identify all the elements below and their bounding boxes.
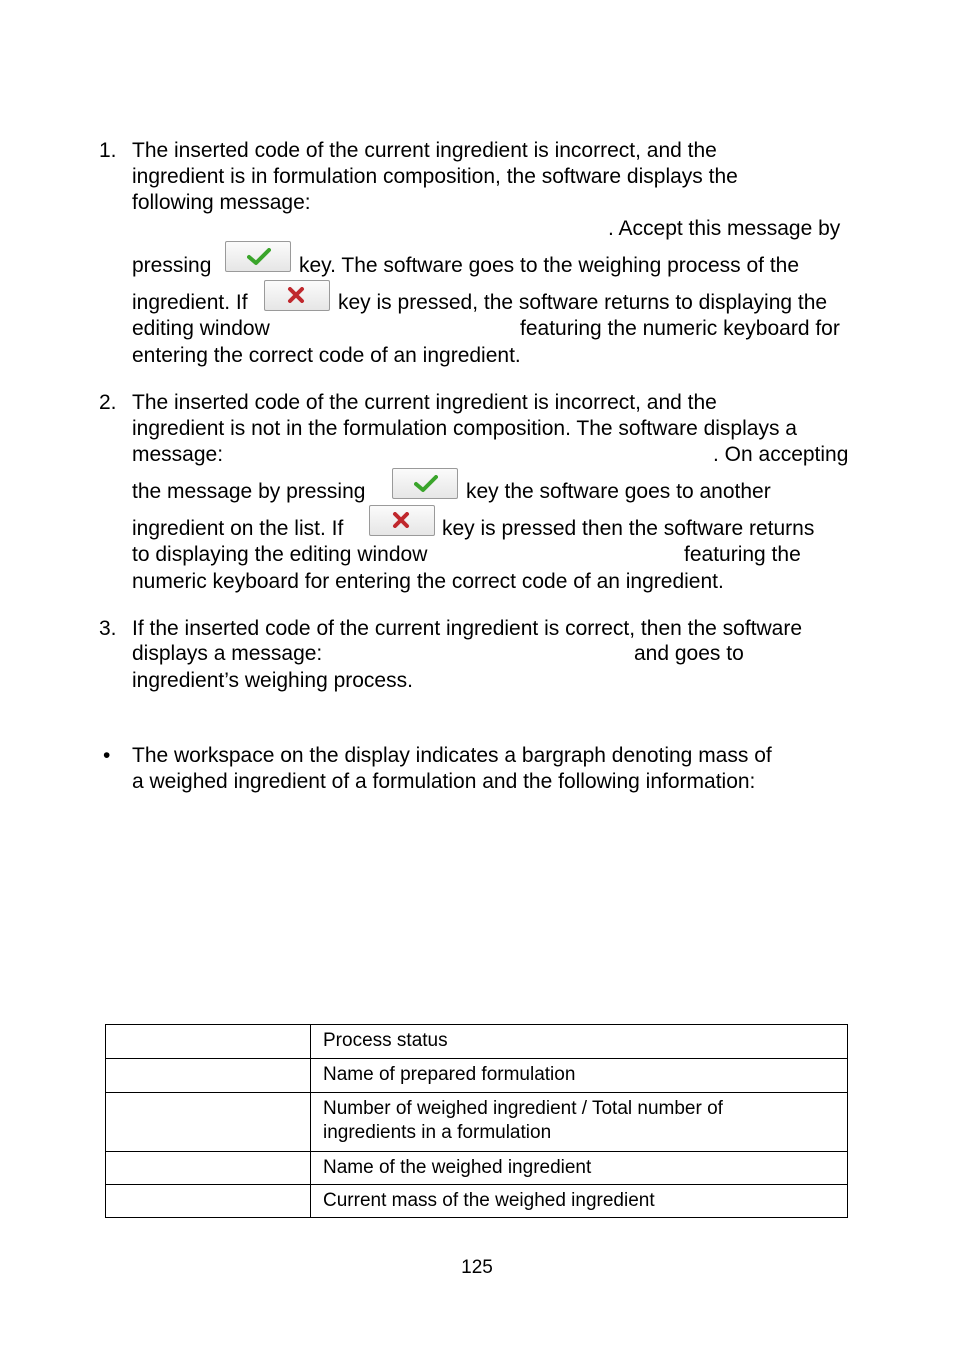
accept-key-button[interactable] [392, 468, 458, 499]
list-number-3: 3. [99, 617, 117, 640]
table-cell-label [106, 1093, 311, 1152]
table-row [106, 1025, 848, 1059]
item1-text-line: . Accept this message by [608, 217, 841, 240]
item1-text-line: pressing [132, 254, 212, 277]
item2-text-line: key the software goes to another [466, 480, 771, 503]
item2-text-line: featuring the [684, 543, 801, 566]
item2-text-line: the message by pressing [132, 480, 366, 503]
item1-text-line: following message: [132, 191, 311, 214]
item1-text-line: entering the correct code of an ingredient. [132, 344, 521, 367]
list-number-2: 2. [99, 391, 117, 414]
item3-text-line: displays a message: [132, 642, 323, 665]
page-number: 125 [461, 1257, 493, 1278]
item2-text-line: numeric keyboard for entering the correct code of an ingredient. [132, 570, 724, 593]
checkmark-icon [247, 248, 271, 266]
item1-text-line: key is pressed, the software returns to displaying the [338, 291, 828, 314]
table-cell-label [106, 1025, 311, 1059]
bullet-text-line: a weighed ingredient of a formulation and the following information: [132, 770, 756, 793]
table-row [106, 1059, 848, 1093]
item3-text-line: and goes to [634, 642, 744, 665]
table-row [106, 1152, 848, 1185]
item1-text-line: key. The software goes to the weighing process of the [299, 254, 800, 277]
table-cell-label [106, 1152, 311, 1185]
item1-text-line: ingredient is in formulation composition, the software displays the [132, 165, 738, 188]
table-cell-description: Name of the weighed ingredient [311, 1152, 848, 1185]
table-cell-label [106, 1059, 311, 1093]
table-cell-label [106, 1185, 311, 1218]
item2-text-line: message: [132, 443, 224, 466]
item3-text-line: ingredient’s weighing process. [132, 669, 413, 692]
item1-text-line: editing window [132, 317, 270, 340]
table-cell-description: Current mass of the weighed ingredient [311, 1185, 848, 1218]
item2-text-line: ingredient on the list. If [132, 517, 344, 540]
cancel-key-button[interactable] [264, 280, 330, 311]
cross-icon [391, 512, 411, 528]
table-cell-description: Number of weighed ingredient / Total number of ingredients in a formulation [311, 1093, 848, 1152]
accept-key-button[interactable] [225, 241, 291, 272]
bullet-symbol: • [103, 744, 111, 767]
item2-text-line: to displaying the editing window [132, 543, 428, 566]
cross-icon [286, 287, 306, 303]
item2-text-line: . On accepting [713, 443, 849, 466]
item1-text-line: featuring the numeric keyboard for [520, 317, 840, 340]
cancel-key-button[interactable] [369, 505, 435, 536]
item2-text-line: ingredient is not in the formulation composition. The software displays a [132, 417, 797, 440]
item2-text-line: The inserted code of the current ingredient is incorrect, and the [132, 391, 717, 414]
item3-text-line: If the inserted code of the current ingredient is correct, then the software [132, 617, 803, 640]
item1-text-line: ingredient. If [132, 291, 248, 314]
checkmark-icon [414, 475, 438, 493]
table-row [106, 1185, 848, 1218]
table-row [106, 1093, 848, 1152]
item1-text-line: The inserted code of the current ingredient is incorrect, and the [132, 139, 717, 162]
bullet-text-line: The workspace on the display indicates a bargraph denoting mass of [132, 744, 772, 767]
workspace-info-table [105, 1024, 848, 1218]
list-number-1: 1. [99, 139, 117, 162]
item2-text-line: key is pressed then the software returns [442, 517, 815, 540]
table-cell-description: Name of prepared formulation [311, 1059, 848, 1093]
table-cell-description: Process status [311, 1025, 848, 1059]
